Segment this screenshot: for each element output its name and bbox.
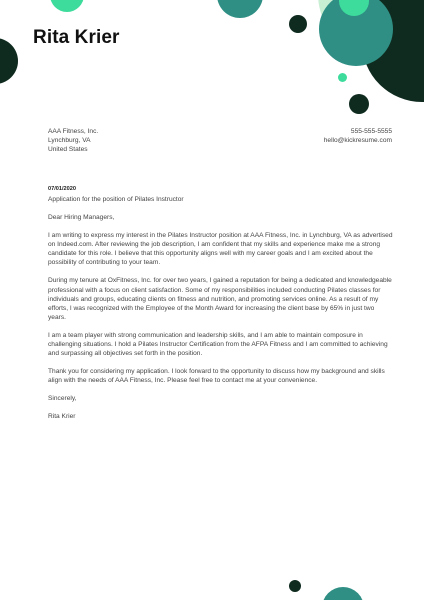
letter-paragraph: Thank you for considering my application. I look forward to the opportunity to discuss how my background and skills align with the needs of AAA Fitness, Inc. Please feel free to contact me at your convenience. xyxy=(48,368,385,385)
letter-closing: Sincerely, xyxy=(48,395,77,403)
decor-circle-top-teal xyxy=(217,0,263,18)
letter-greeting: Dear Hiring Managers, xyxy=(48,214,115,221)
decor-circle-small-dark xyxy=(289,15,307,33)
applicant-name: Rita Krier xyxy=(33,27,120,48)
letter-paragraph: I am a team player with strong communication and leadership skills, and I am able to maintain composure in challenging situations. I hold a Pilates Instructor Certification from the AFPA Fitness and I am committed to achieving and surpassing all objectives set forth in the position. xyxy=(48,331,388,358)
decor-circle-top-mint xyxy=(50,0,84,12)
contact-info xyxy=(324,127,392,145)
recipient-city: Lynchburg, VA xyxy=(48,137,91,145)
recipient-company: AAA Fitness, Inc. xyxy=(48,128,99,135)
decor-circle-bottom-dark xyxy=(289,580,301,592)
email-address: hello@kickresume.com xyxy=(323,137,392,145)
phone-number: 555-555-5555 xyxy=(350,128,392,135)
recipient-country: United States xyxy=(48,146,88,154)
letter-body xyxy=(48,213,393,430)
decor-dot-mint xyxy=(338,73,347,82)
letter-paragraph: I am writing to express my interest in the Pilates Instructor position at AAA Fitness, Inc. in Lynchburg, VA as advertised on Indeed.com. After reviewing the job description, I am confident that my skills and experience make me a strong candidate for this role. I believe that this opportunity aligns well with my career goals and I am excited about the possibility of contributing to your team. xyxy=(48,232,393,267)
letter-date: 07/01/2020 xyxy=(48,186,76,192)
letter-paragraph: During my tenure at OxFitness, Inc. for over two years, I gained a reputation for being a dedicated and knowledgeable professional with a focus on client satisfaction. Some of my responsibilities included conducting Pilates classes for individuals and groups, educating clients on fitness and nutrition, and promoting services online. As a result of my efforts, I was recognized with the Employee of the Month Award for increasing the client base by 65% in just two years. xyxy=(48,277,392,321)
decor-circle-bottom-teal xyxy=(322,587,364,600)
letter-signature: Rita Krier xyxy=(48,412,76,420)
decor-circle-left-dark xyxy=(0,38,18,84)
decor-circle-mid-dark xyxy=(349,94,369,114)
recipient-address xyxy=(48,127,98,155)
letter-subject: Application for the position of Pilates Instructor xyxy=(48,196,184,203)
